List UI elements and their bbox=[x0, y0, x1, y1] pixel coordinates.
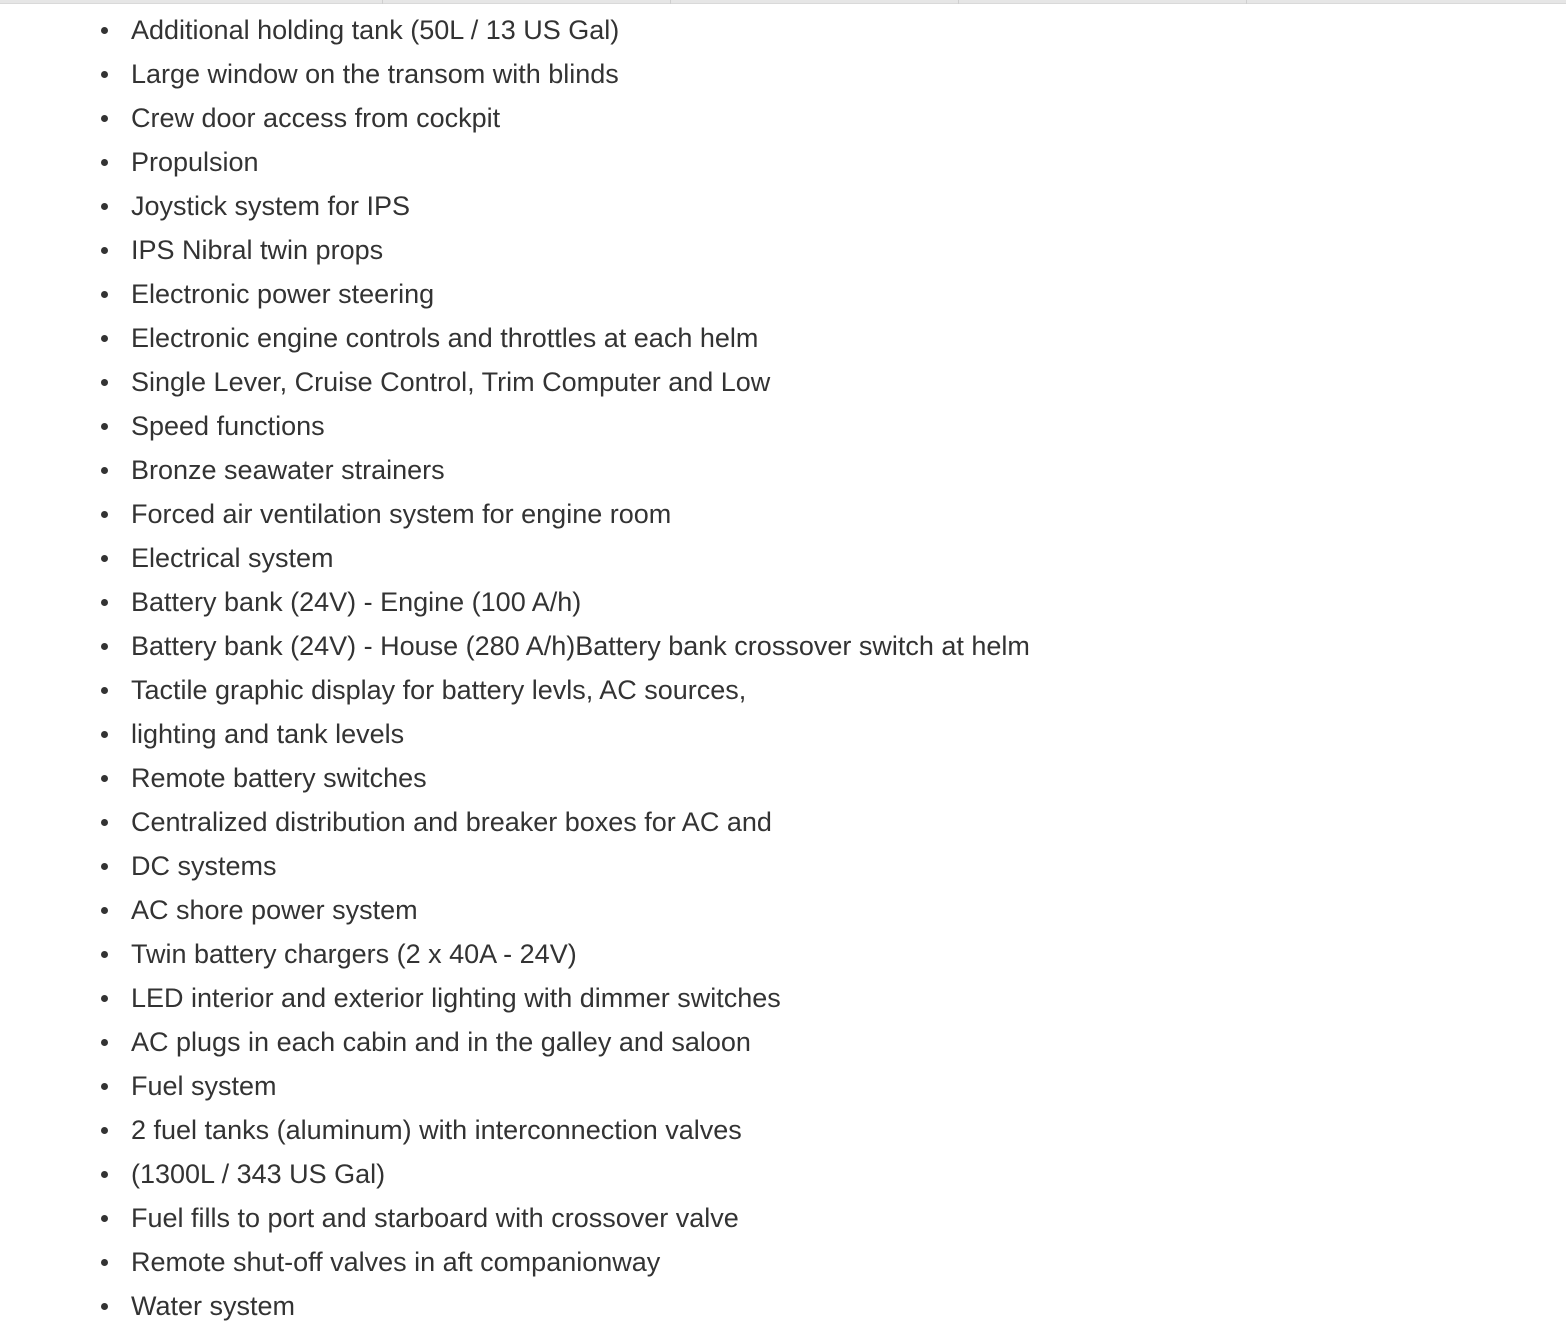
list-item-text: Large window on the transom with blinds bbox=[131, 59, 619, 89]
list-item bbox=[0, 404, 1030, 448]
list-item bbox=[0, 228, 1030, 272]
list-item-text: Tactile graphic display for battery levls, AC sources, bbox=[131, 675, 747, 705]
list-item-text: Electrical system bbox=[131, 543, 334, 573]
list-item-text: (1300L / 343 US Gal) bbox=[131, 1159, 386, 1189]
list-item bbox=[0, 1108, 1030, 1152]
list-item bbox=[0, 360, 1030, 404]
bullet-icon bbox=[101, 1303, 108, 1310]
bullet-icon bbox=[101, 1215, 108, 1222]
list-item bbox=[0, 52, 1030, 96]
list-item bbox=[0, 1240, 1030, 1284]
bullet-icon bbox=[101, 775, 108, 782]
top-table-border bbox=[0, 0, 1566, 4]
list-item bbox=[0, 580, 1030, 624]
bullet-icon bbox=[101, 27, 108, 34]
list-item-text: LED interior and exterior lighting with dimmer switches bbox=[131, 983, 781, 1013]
bullet-icon bbox=[101, 819, 108, 826]
list-item-text: Joystick system for IPS bbox=[131, 191, 411, 221]
list-item bbox=[0, 492, 1030, 536]
bullet-icon bbox=[101, 159, 108, 166]
list-item bbox=[0, 316, 1030, 360]
list-item-text: Twin battery chargers (2 x 40A - 24V) bbox=[131, 939, 577, 969]
list-item-text: Additional holding tank (50L / 13 US Gal) bbox=[131, 15, 620, 45]
bullet-icon bbox=[101, 995, 108, 1002]
list-item-text: Fuel system bbox=[131, 1071, 277, 1101]
list-item bbox=[0, 712, 1030, 756]
list-item bbox=[0, 1020, 1030, 1064]
list-item bbox=[0, 844, 1030, 888]
list-item bbox=[0, 1064, 1030, 1108]
bullet-icon bbox=[101, 1083, 108, 1090]
list-item-text: Battery bank (24V) - Engine (100 A/h) bbox=[131, 587, 582, 617]
bullet-icon bbox=[101, 379, 108, 386]
bullet-icon bbox=[101, 1259, 108, 1266]
list-item-text: Forced air ventilation system for engine room bbox=[131, 499, 672, 529]
list-item bbox=[0, 668, 1030, 712]
bullet-icon bbox=[101, 511, 108, 518]
list-item bbox=[0, 624, 1030, 668]
list-item-text: Bronze seawater strainers bbox=[131, 455, 445, 485]
bullet-icon bbox=[101, 1039, 108, 1046]
bullet-icon bbox=[101, 951, 108, 958]
list-item bbox=[0, 888, 1030, 932]
column-divider bbox=[1246, 0, 1247, 4]
list-item-text: Electronic engine controls and throttles at each helm bbox=[131, 323, 759, 353]
list-item bbox=[0, 932, 1030, 976]
feature-list bbox=[0, 8, 1030, 1328]
bullet-icon bbox=[101, 599, 108, 606]
list-item-text: Remote battery switches bbox=[131, 763, 427, 793]
list-item-text: Centralized distribution and breaker boxes for AC and bbox=[131, 807, 772, 837]
list-item bbox=[0, 756, 1030, 800]
bullet-icon bbox=[101, 71, 108, 78]
bullet-icon bbox=[101, 203, 108, 210]
list-item-text: Water system bbox=[131, 1291, 296, 1321]
bullet-icon bbox=[101, 335, 108, 342]
list-item bbox=[0, 536, 1030, 580]
bullet-icon bbox=[101, 115, 108, 122]
list-item bbox=[0, 96, 1030, 140]
bullet-icon bbox=[101, 1127, 108, 1134]
list-item-text: Speed functions bbox=[131, 411, 325, 441]
bullet-icon bbox=[101, 687, 108, 694]
list-item-text: Single Lever, Cruise Control, Trim Computer and Low bbox=[131, 367, 771, 397]
bullet-icon bbox=[101, 907, 108, 914]
list-item bbox=[0, 1152, 1030, 1196]
list-item bbox=[0, 448, 1030, 492]
bullet-icon bbox=[101, 247, 108, 254]
list-item bbox=[0, 140, 1030, 184]
list-item-text: AC plugs in each cabin and in the galley and saloon bbox=[131, 1027, 751, 1057]
column-divider bbox=[382, 0, 383, 4]
list-item bbox=[0, 8, 1030, 52]
list-item bbox=[0, 184, 1030, 228]
bullet-icon bbox=[101, 291, 108, 298]
list-item-text: Fuel fills to port and starboard with crossover valve bbox=[131, 1203, 739, 1233]
list-item-text: Battery bank (24V) - House (280 A/h)Battery bank crossover switch at helm bbox=[131, 631, 1030, 661]
bullet-icon bbox=[101, 863, 108, 870]
list-item-text: IPS Nibral twin props bbox=[131, 235, 384, 265]
bullet-icon bbox=[101, 555, 108, 562]
list-item-text: Remote shut-off valves in aft companionway bbox=[131, 1247, 661, 1277]
list-item-text: Propulsion bbox=[131, 147, 259, 177]
list-item bbox=[0, 800, 1030, 844]
list-item bbox=[0, 1196, 1030, 1240]
column-divider bbox=[958, 0, 959, 4]
bullet-icon bbox=[101, 1171, 108, 1178]
list-item-text: 2 fuel tanks (aluminum) with interconnection valves bbox=[131, 1115, 742, 1145]
list-item-text: AC shore power system bbox=[131, 895, 418, 925]
list-item-text: lighting and tank levels bbox=[131, 719, 405, 749]
list-item-text: DC systems bbox=[131, 851, 277, 881]
bullet-icon bbox=[101, 731, 108, 738]
bullet-icon bbox=[101, 467, 108, 474]
list-item bbox=[0, 976, 1030, 1020]
bullet-icon bbox=[101, 643, 108, 650]
list-item bbox=[0, 272, 1030, 316]
list-item-text: Crew door access from cockpit bbox=[131, 103, 501, 133]
column-divider bbox=[670, 0, 671, 4]
list-item bbox=[0, 1284, 1030, 1328]
list-item-text: Electronic power steering bbox=[131, 279, 435, 309]
bullet-icon bbox=[101, 423, 108, 430]
